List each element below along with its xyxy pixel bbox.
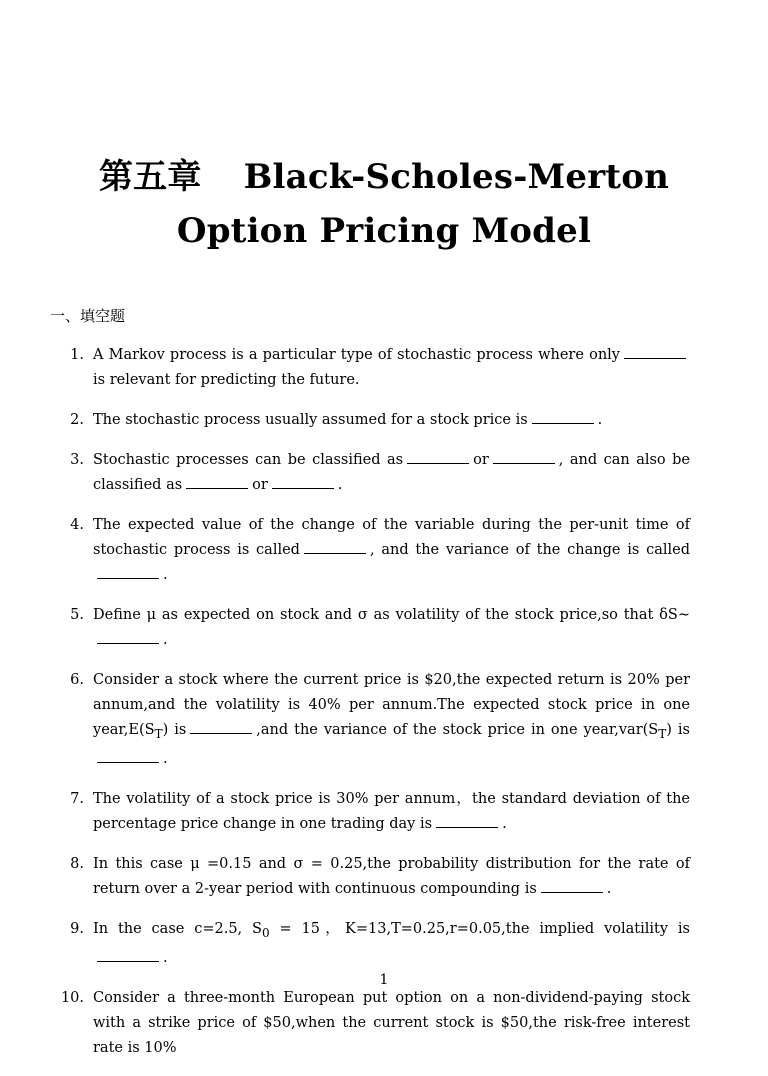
question-text: Consider a stock where the current price is $20,the expected return is 20% per annum,and the volatility is 40% per annum.The expected stock price in one year,E(S — [93, 672, 690, 738]
question-text: . — [163, 632, 168, 648]
chapter-title — [0, 150, 768, 258]
question-text: . — [502, 815, 507, 832]
question-item — [50, 408, 690, 433]
page-number: 1 — [379, 972, 389, 988]
answer-blank[interactable] — [436, 813, 498, 828]
question-text: Consider a three-month European put option on a non-dividend-paying stock with a strike price of $50,when the current stock is $50,the risk-free interest rate is 10% — [93, 989, 690, 1056]
question-number: 5. — [70, 607, 84, 623]
question-text: The volatility of a stock price is 30% per annum，the standard deviation of the percentage price change in one trading day is — [93, 790, 690, 832]
question-item — [50, 852, 690, 902]
question-text: In this case μ =0.15 and σ = 0.25,the probability distribution for the rate of return over a 2-year period with continuous compounding is — [93, 855, 690, 897]
question-text: . — [606, 880, 612, 897]
question-text: or — [252, 477, 268, 493]
question-item — [50, 513, 690, 588]
subscript-t: T — [154, 726, 163, 741]
subscript-t: T — [658, 726, 667, 741]
question-text: is relevant for predicting the future. — [93, 372, 360, 388]
question-item — [50, 668, 690, 772]
question-text: The expected value of the change of the variable during the per-unit time of stochastic process is called — [93, 517, 690, 558]
answer-blank[interactable] — [272, 474, 334, 489]
question-number: 10. — [60, 989, 84, 1006]
question-number: 3. — [70, 452, 84, 468]
subscript-zero: 0 — [261, 925, 270, 940]
answer-blank[interactable] — [304, 539, 366, 554]
question-number: 8. — [70, 855, 84, 872]
question-number: 1. — [70, 347, 84, 363]
question-text: . — [337, 477, 343, 493]
question-text: or — [473, 452, 489, 468]
answer-blank[interactable] — [624, 344, 686, 359]
question-text: A Markov process is a particular type of stochastic process where only — [93, 347, 620, 363]
answer-blank[interactable] — [532, 409, 594, 424]
answer-blank[interactable] — [97, 748, 159, 763]
answer-blank[interactable] — [493, 449, 555, 464]
question-item — [50, 917, 690, 971]
question-text: . — [163, 750, 168, 767]
question-text: The stochastic process usually assumed for a stock price is — [93, 412, 528, 428]
question-text: ,and the variance of the stock price in one year,var(S — [256, 722, 659, 738]
title-line-1 — [0, 150, 768, 204]
question-text: Define μ as expected on stock and σ as volatility of the stock price,so that δS∼ — [93, 607, 690, 623]
question-number: 7. — [70, 790, 84, 807]
question-list — [50, 343, 690, 1076]
question-text: Stochastic processes can be classified as — [93, 452, 404, 468]
question-number: 9. — [70, 920, 84, 937]
answer-blank[interactable] — [190, 719, 252, 734]
question-item — [50, 603, 690, 653]
answer-blank[interactable] — [541, 878, 603, 893]
question-number: 4. — [70, 517, 84, 533]
question-text: In the case c=2.5, S — [93, 920, 262, 937]
question-text: . — [597, 412, 603, 428]
question-text: ) is — [666, 722, 690, 738]
title-line-2: Option Pricing Model — [176, 211, 592, 251]
question-text: . — [163, 567, 168, 583]
answer-blank[interactable] — [407, 449, 469, 464]
question-item — [50, 986, 690, 1061]
answer-blank[interactable] — [186, 474, 248, 489]
question-item — [50, 343, 690, 393]
question-number: 2. — [70, 412, 84, 428]
question-text: , and can also be classified as — [93, 452, 690, 493]
answer-blank[interactable] — [97, 947, 159, 962]
question-item — [50, 787, 690, 837]
answer-blank[interactable] — [97, 629, 159, 644]
question-text: = 15，K=13,T=0.25,r=0.05,the implied volatility is — [269, 920, 690, 937]
answer-blank[interactable] — [97, 564, 159, 579]
question-item — [50, 448, 690, 498]
section-heading: 一、填空题 — [50, 307, 126, 325]
chapter-number: 第五章 — [98, 157, 202, 197]
question-text: . — [163, 949, 168, 966]
question-text: ) is — [162, 722, 187, 738]
title-main: Black-Scholes-Merton — [243, 157, 670, 197]
question-number: 6. — [70, 672, 84, 688]
question-text: , and the variance of the change is called — [369, 542, 691, 558]
